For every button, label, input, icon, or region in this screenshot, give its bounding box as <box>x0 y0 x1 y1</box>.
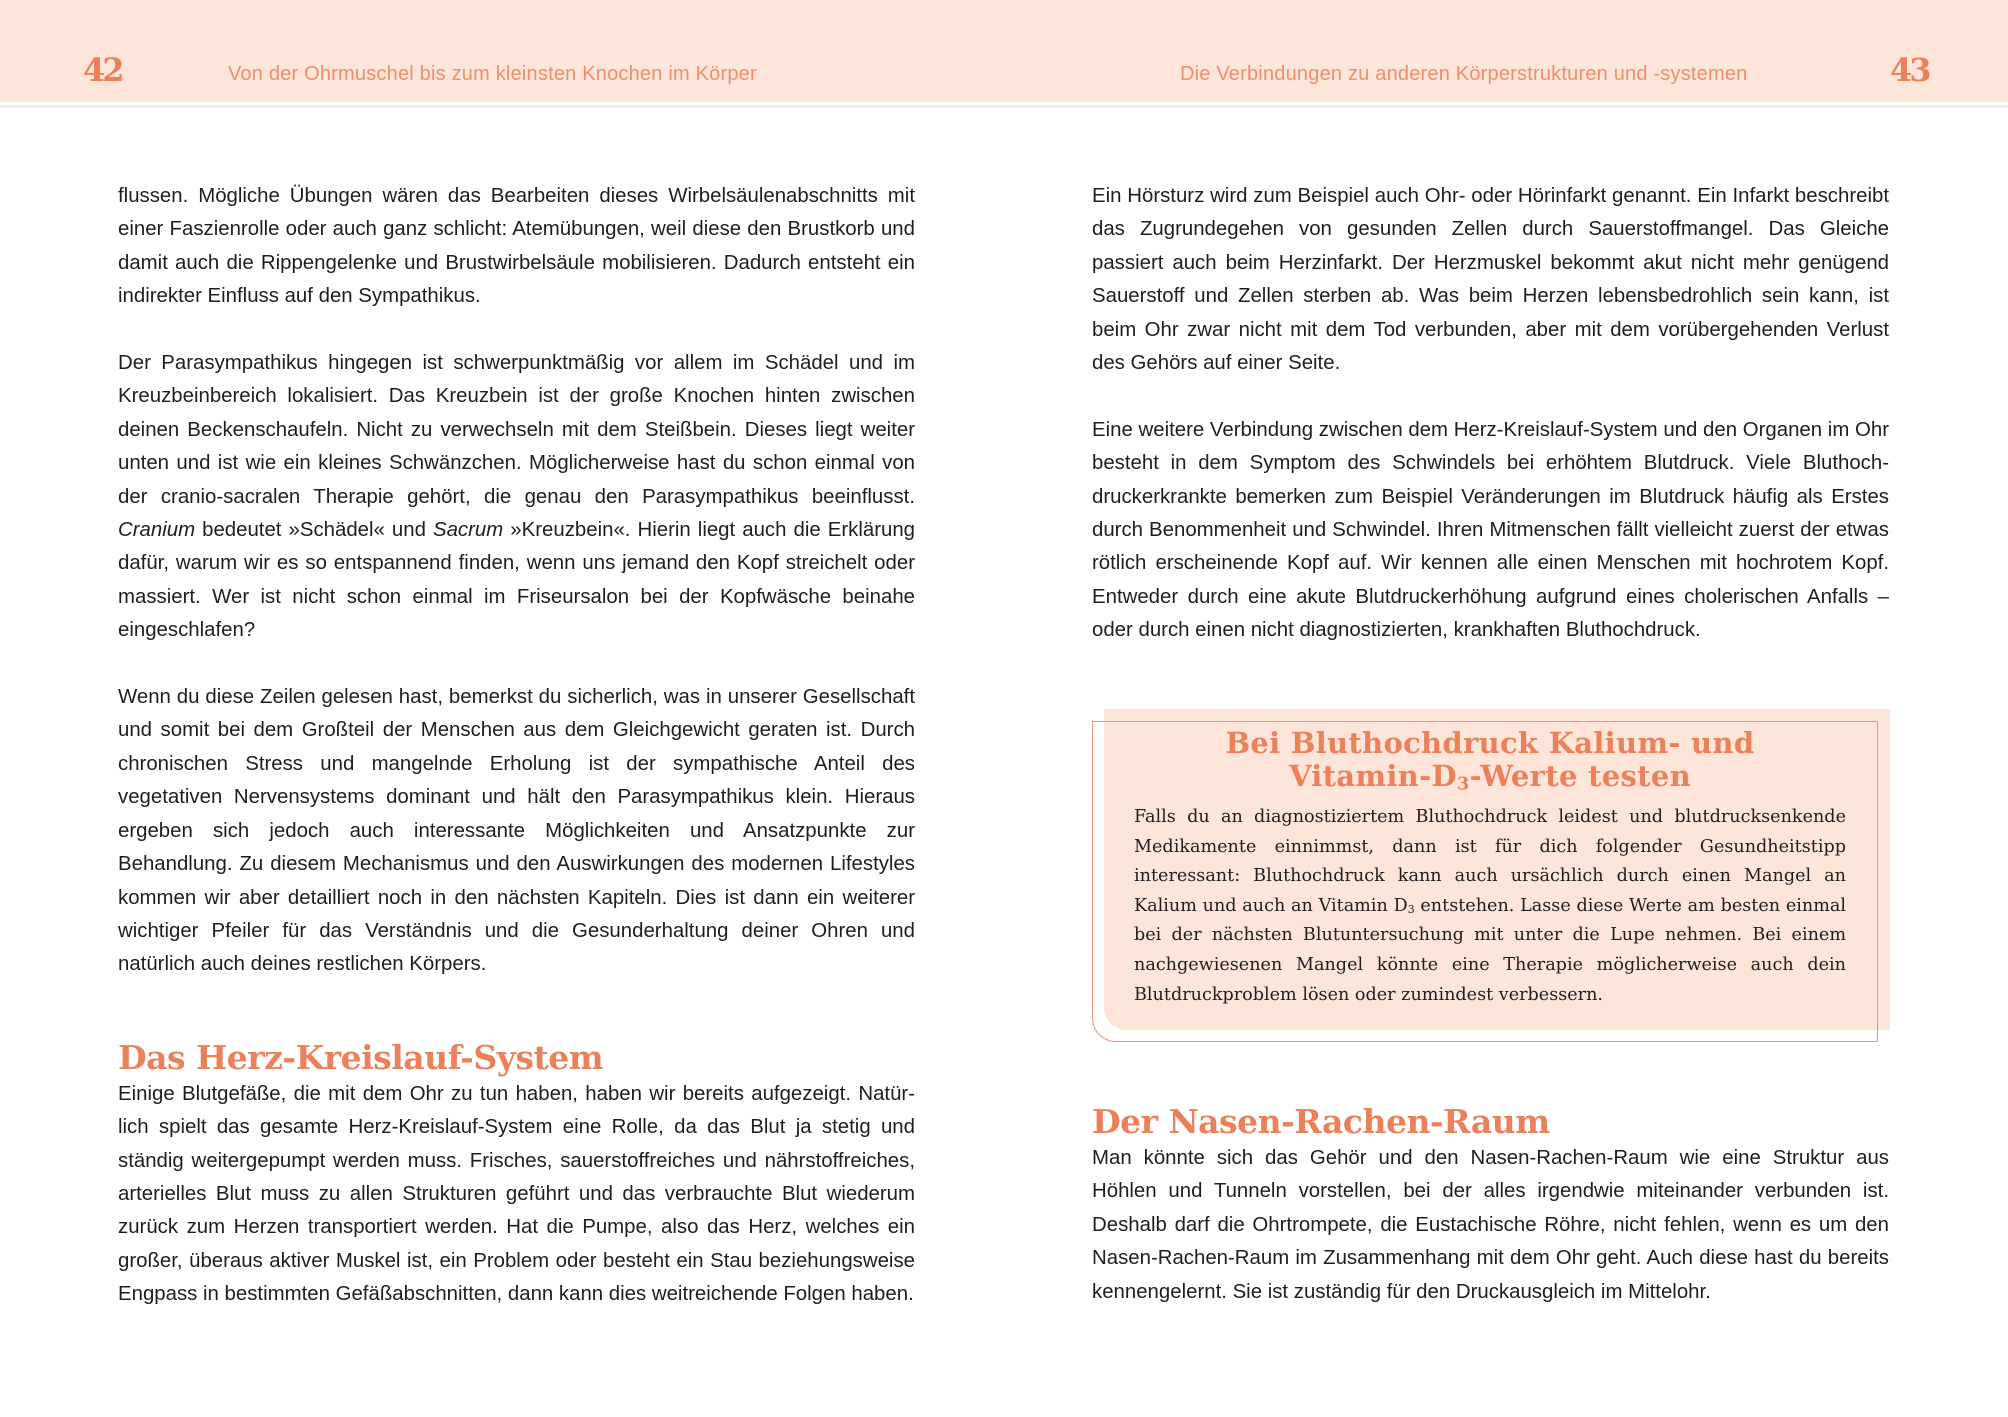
tip-box-content <box>1134 727 1846 1010</box>
tip-box-title <box>1134 727 1846 793</box>
text-run: bedeutet »Schädel« und <box>195 519 433 542</box>
section-heading: Der Nasen-Rachen-Raum <box>1092 1102 1550 1141</box>
tip-title-line2-a: Vitamin-D <box>1288 759 1457 793</box>
left-page-column <box>118 180 915 1312</box>
right-page-column <box>1092 180 1889 648</box>
italic-term: Sacrum <box>432 519 504 542</box>
text-run: entstehen. Lasse diese Werte am besten einmal bei der nächsten Blutuntersuchung mit unter die Lupe nehmen. Bei einem nachgewiesenen Mangel könnte eine Therapie möglicherweise auch dein Blutdruckproblem lösen oder zumindest verbessern. <box>1134 895 1846 1005</box>
paragraph: Man könnte sich das Gehör und den Nasen-Rachen-Raum wie eine Struktur aus Höhlen und Tunneln vorstellen, bei der alles irgendwie miteinander verbunden ist. Deshalb darf die Ohrtrompete, die Eustachische Röhre, nicht fehlen, wenn es um den Nasen-Rachen-Raum im Zusammenhang mit dem Ohr geht. Auch diese hast du bereits kennengelernt. Sie ist zuständig für den Druckausgleich im Mittelohr. <box>1092 1147 1889 1303</box>
header-divider <box>0 105 2008 108</box>
tip-title-line2-b: -Werte testen <box>1469 759 1692 793</box>
tip-box-text <box>1134 803 1846 1010</box>
text-run: Der Parasympathikus hingegen ist schwerpunktmäßig vor allem im Schädel und im Kreuzbeinbereich lokalisiert. Das Kreuzbein ist der große Knochen hinten zwischen deinen Beckenschaufeln. Nicht zu verwechseln mit dem Steißbein. Dieses liegt weiter unten und ist wie ein kleines Schwänzchen. Möglicherweise hast du schon einmal von der cranio-sacralen Therapie gehört, die genau den Parasympathikus beeinflusst. <box>118 352 915 508</box>
text-run: »Kreuzbein«. Hierin liegt auch die Erklärung dafür, warum wir es so entspannend finden, wenn uns jemand den Kopf streichelt oder massiert. Wer ist nicht schon einmal im Friseursalon bei der Kopfwäsche beinahe eingeschlafen? <box>118 519 916 642</box>
italic-term: Cranium <box>118 519 196 542</box>
page-number-left: 42 <box>83 51 122 89</box>
paragraph: Eine weitere Verbindung zwischen dem Herz-Kreislauf-System und den Organen im Ohr besteht in dem Symptom des Schwindels bei erhöhtem Blutdruck. Viele Bluthochdruckerkrankte bemerken zum Beispiel Veränderungen im Blutdruck häufig als Erstes durch Benommenheit und Schwindel. Ihren Mitmenschen fällt vielleicht zuerst der etwas rötlich erscheinende Kopf auf. Wir kennen alle einen Menschen mit hochrotem Kopf. Entweder durch eine akute Blutdruckerhöhung aufgrund eines cholerischen Anfalls – oder durch einen nicht diagnostizierten, krankhaften Bluthochdruck. <box>1092 418 1889 642</box>
text-run: Falls du an diagnostiziertem Bluthochdruck leidest und blutdrucksenkende Medikamente einnimmst, dann ist für dich folgender Gesundheitstipp interessant: Bluthochdruck kann auch ursächlich durch einen Mangel an Kalium und auch an Vitamin D <box>1134 807 1846 916</box>
subscript: 3 <box>1407 902 1415 916</box>
page-number-right: 43 <box>1890 51 1929 89</box>
section-heading: Das Herz-Kreislauf-System <box>118 1037 604 1077</box>
subscript: 3 <box>1456 773 1470 795</box>
paragraph: Ein Hörsturz wird zum Beispiel auch Ohr- oder Hörinfarkt genannt. Ein Infarkt beschreibt das Zugrundegehen von gesunden Zellen durch Sauerstoffmangel. Das Gleiche passiert auch beim Herzinfarkt. Der Herzmuskel bekommt akut nicht mehr genügend Sauerstoff und Zellen sterben ab. Was beim Herzen lebensbedrohlich sein kann, ist beim Ohr zwar nicht mit dem Tod verbunden, aber mit dem vorübergehenden Verlust des Gehörs auf einer Seite. <box>1092 185 1889 375</box>
tip-title-line1: Bei Bluthochdruck Kalium- und <box>1225 726 1755 760</box>
paragraph: Einige Blutgefäße, die mit dem Ohr zu tun haben, haben wir bereits aufgezeigt. Natürlich spielt das gesamte Herz-Kreislauf-System eine Rolle, da das Blut ja stetig und ständig weitergepumpt werden muss. Frisches, sauerstoffreiches und nährstoffreiches, arterielles Blut muss zu allen Strukturen geführt und das verbrauchte Blut wiederum zurück zum Herzen transportiert werden. Hat die Pumpe, also das Herz, welches ein großer, überaus aktiver Muskel ist, ein Problem oder besteht ein Stau beziehungsweise Engpass in bestimmten Gefäßabschnitten, dann kann dies weitreichende Folgen haben. <box>118 1082 915 1306</box>
tip-box <box>1092 709 1890 1043</box>
paragraph: flussen. Mögliche Übungen wären das Bearbeiten dieses Wirbelsäulenabschnitts mit einer Faszienrolle oder auch ganz schlicht: Atemübungen, weil diese den Brustkorb und damit auch die Rippengelenke und Brustwirbelsäule mobilisieren. Dadurch entsteht ein indirekter Einfluss auf den Sympathikus. <box>118 185 915 308</box>
running-head-left: Von der Ohrmuschel bis zum kleinsten Knochen im Körper <box>228 63 757 85</box>
running-head-right: Die Verbindungen zu anderen Körperstrukturen und -systemen <box>1180 63 1748 85</box>
paragraph: Wenn du diese Zeilen gelesen hast, bemerkst du sicherlich, was in unserer Gesellschaft und somit bei dem Großteil der Menschen aus dem Gleichgewicht geraten ist. Durch chronischen Stress und mangelnde Erholung ist der sympathische Anteil des vegetativen Nervensystems dominant und hält den Parasympathikus klein. Hieraus ergeben sich jedoch auch interessante Möglichkeiten und Ansatzpunkte zur Behandlung. Zu diesem Mechanismus und den Auswirkungen des modernen Lifestyles kommen wir aber detailliert noch in den nächsten Kapiteln. Dies ist dann ein weiterer wichtiger Pfeiler für das Verständnis und die Gesunderhaltung deiner Ohren und natürlich auch deines restlichen Körpers. <box>118 686 915 976</box>
paragraph <box>118 347 915 648</box>
right-page-lower-column <box>1092 1102 1889 1309</box>
